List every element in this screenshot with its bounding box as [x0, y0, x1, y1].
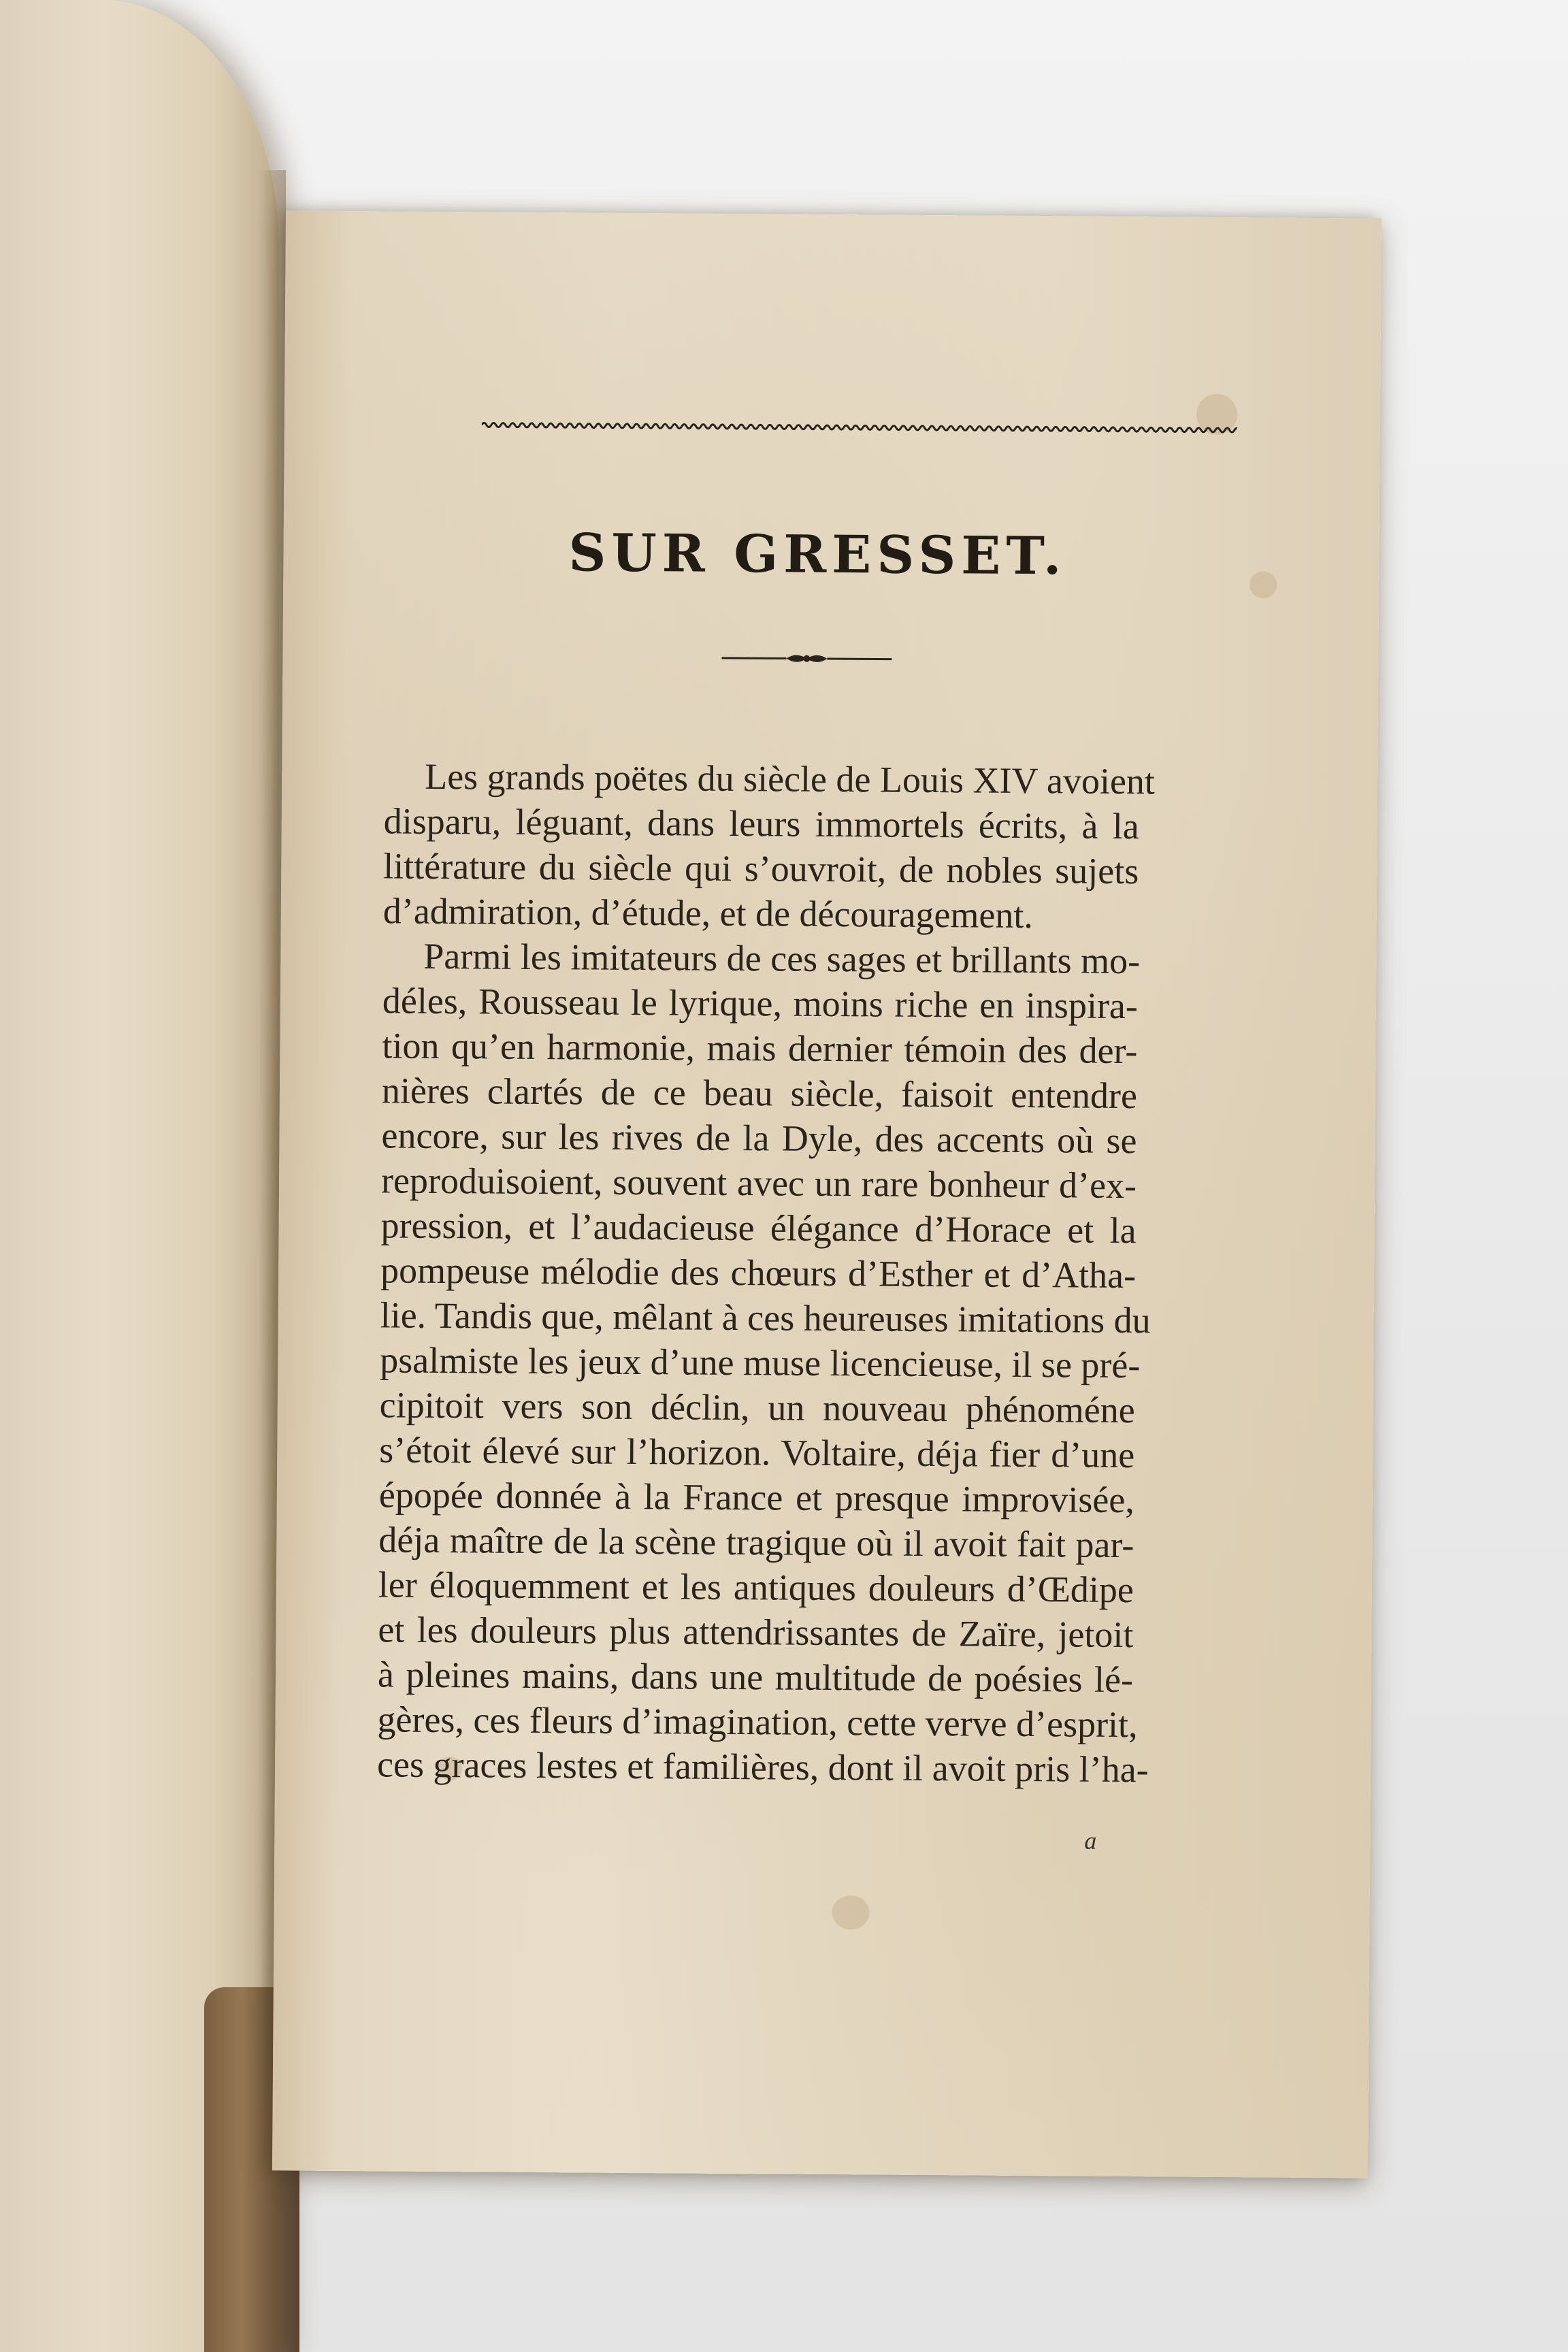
text-line: Parmi les imitateurs de ces sages et brillants mo-: [423, 935, 1141, 982]
text-line: pression, et l’audacieuse élégance d’Horace et la: [380, 1205, 1137, 1252]
page-title: SUR GRESSET.: [568, 522, 1067, 587]
text-line: s’étoit élevé sur l’horizon. Voltaire, déja fier d’une: [379, 1429, 1135, 1476]
signature-mark: a: [1084, 1827, 1097, 1855]
text-line: pompeuse mélodie des chœurs d’Esther et d’Atha-: [380, 1250, 1137, 1296]
text-line: épopée donnée à la France et presque improvisée,: [378, 1474, 1135, 1521]
text-line: à pleines mains, dans une multitude de poésies lé-: [377, 1654, 1134, 1701]
foxing-spot: [1250, 571, 1277, 598]
text-line: et les douleurs plus attendrissantes de Zaïre, jetoit: [378, 1609, 1134, 1656]
text-line: déja maître de la scène tragique où il avoit fait par-: [378, 1519, 1134, 1566]
text-line: psalmiste les jeux d’une muse licencieuse, il se pré-: [380, 1339, 1141, 1386]
text-line: disparu, léguant, dans leurs immortels écrits, à la: [383, 800, 1139, 847]
text-line: encore, sur les rives de la Dyle, des accents où se: [381, 1115, 1137, 1162]
text-line: ces graces lestes et familières, dont il avoit pris l’ha-: [376, 1744, 1149, 1791]
text-line: déles, Rousseau le lyrique, moins riche en inspira-: [382, 980, 1139, 1027]
text-line: gères, ces fleurs d’imagination, cette verve d’esprit,: [377, 1699, 1138, 1746]
text-line: cipitoit vers son déclin, un nouveau phénoméne: [379, 1384, 1135, 1431]
title-ornament: [721, 649, 892, 668]
printed-page: [272, 210, 1382, 2178]
text-line: Les grands poëtes du siècle de Louis XIV avoient: [425, 755, 1156, 802]
text-line: reproduisoient, souvent avec un rare bonheur d’ex-: [380, 1160, 1137, 1207]
text-line: ler éloquemment et les antiques douleurs d’Œdipe: [378, 1564, 1134, 1611]
text-line: nières clartés de ce beau siècle, faisoit entendre: [381, 1070, 1138, 1117]
page-text-block: [376, 211, 1252, 1855]
wavy-rule-ornament: [482, 419, 1237, 436]
text-line: d’admiration, d’étude, et de découragement.: [382, 890, 1034, 936]
text-line: lie. Tandis que, mêlant à ces heureuses imitations du: [380, 1294, 1151, 1341]
text-line: tion qu’en harmonie, mais dernier témoin des der-: [382, 1025, 1138, 1072]
foxing-spot: [832, 1895, 869, 1929]
text-line: littérature du siècle qui s’ouvroit, de nobles sujets: [383, 845, 1139, 892]
